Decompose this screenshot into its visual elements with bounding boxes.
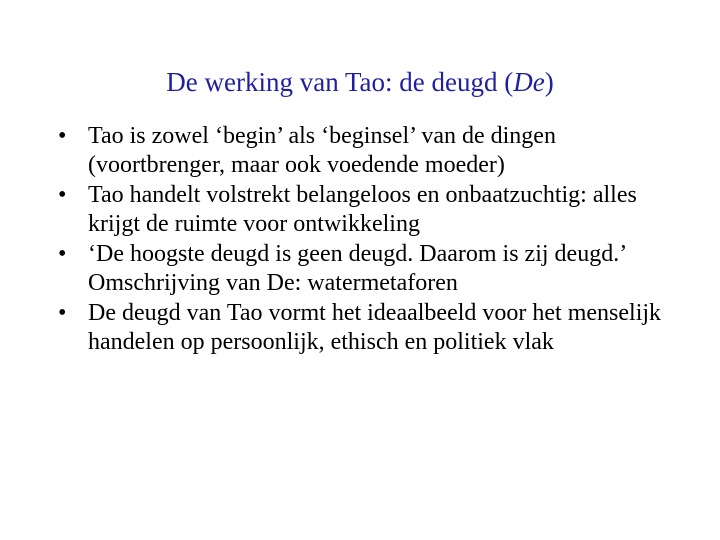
bullet-text: Tao is zowel ‘begin’ als ‘beginsel’ van de dingen (voortbrenger, maar ook voedende moeder)	[88, 123, 556, 178]
slide-title-close: )	[544, 67, 554, 97]
bullet-item	[56, 240, 686, 298]
bullet-dot-icon: •	[58, 241, 67, 267]
bullet-item	[56, 181, 686, 239]
slide-title-main: De werking van Tao: de deugd (	[166, 67, 514, 97]
bullet-text: De deugd van Tao vormt het ideaalbeeld voor het menselijk handelen op persoonlijk, ethisch en politiek vlak	[88, 300, 662, 355]
bullet-text: ‘De hoogste deugd is geen deugd. Daarom is zij deugd.’ Omschrijving van De: watermetaforen	[88, 241, 626, 296]
bullet-dot-icon: •	[58, 182, 67, 208]
bullet-dot-icon: •	[58, 300, 67, 326]
bullet-text: Tao handelt volstrekt belangeloos en onbaatzuchtig: alles krijgt de ruimte voor ontwikkeling	[88, 182, 637, 237]
bullet-item	[56, 122, 686, 180]
slide-title-italic: De	[513, 67, 545, 97]
slide-title	[0, 64, 720, 100]
bullet-list	[56, 122, 686, 358]
bullet-item	[56, 299, 686, 357]
bullet-dot-icon: •	[58, 123, 67, 149]
